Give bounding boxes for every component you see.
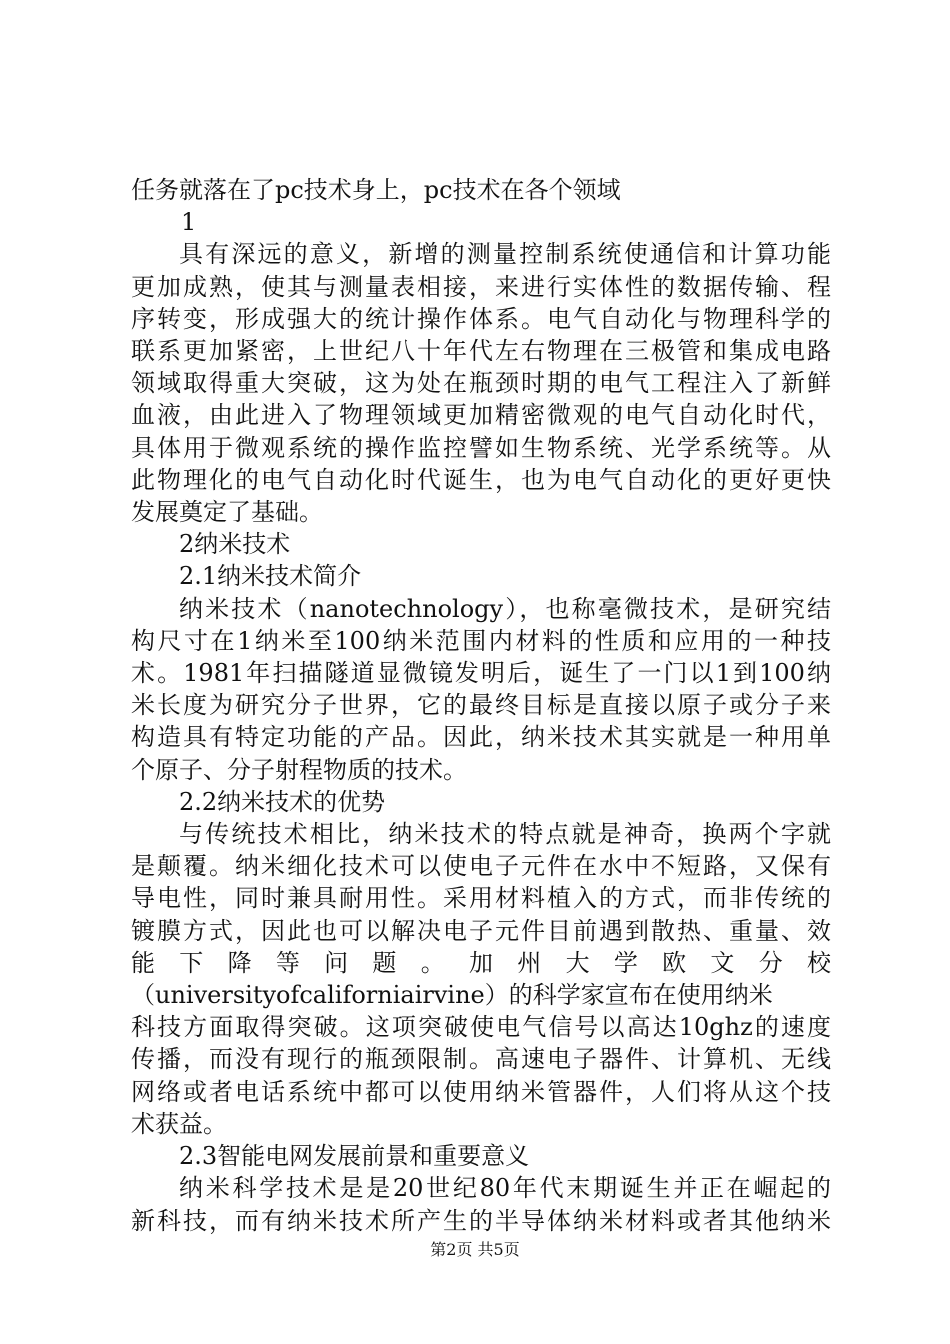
page-footer bbox=[0, 1240, 950, 1260]
text-line: 血液，由此进入了物理领域更加精密微观的电气自动化时代， bbox=[131, 401, 831, 430]
subsection-heading: 2.3智能电网发展前景和重要意义 bbox=[179, 1142, 530, 1171]
text-line: 发展奠定了基础。 bbox=[131, 498, 323, 527]
text-line: 纳米科学技术是是20世纪80年代末期诞生并正在崛起的 bbox=[179, 1174, 831, 1203]
text-line: 具体用于微观系统的操作监控譬如生物系统、光学系统等。从 bbox=[131, 433, 831, 462]
text-line: 此物理化的电气自动化时代诞生，也为电气自动化的更好更快 bbox=[131, 465, 831, 494]
text-line: 序转变，形成强大的统计操作体系。电气自动化与物理科学的 bbox=[131, 304, 831, 333]
text-line: 米长度为研究分子世界，它的最终目标是直接以原子或分子来 bbox=[131, 691, 831, 720]
text-line: 传播，而没有现行的瓶颈限制。高速电子器件、计算机、无线 bbox=[131, 1045, 831, 1074]
page-number-marker: 1 bbox=[181, 208, 197, 237]
text-line: 与传统技术相比，纳米技术的特点就是神奇，换两个字就 bbox=[179, 820, 831, 849]
text-line: 新科技，而有纳米技术所产生的半导体纳米材料或者其他纳米 bbox=[131, 1206, 831, 1235]
text-line: 任务就落在了pc技术身上，pc技术在各个领域 bbox=[131, 176, 621, 204]
text-line: 术。1981年扫描隧道显微镜发明后，诞生了一门以1到100纳 bbox=[131, 659, 831, 688]
text-line: 科技方面取得突破。这项突破使电气信号以高达10ghz的速度 bbox=[131, 1013, 831, 1042]
text-line: 是颠覆。纳米细化技术可以使电子元件在水中不短路，又保有 bbox=[131, 852, 831, 881]
text-line: 领域取得重大突破，这为处在瓶颈时期的电气工程注入了新鲜 bbox=[131, 369, 831, 398]
text-line: 构造具有特定功能的产品。因此，纳米技术其实就是一种用单 bbox=[131, 723, 831, 752]
text-line: 构尺寸在1纳米至100纳米范围内材料的性质和应用的一种技 bbox=[131, 626, 831, 655]
text-line: 纳米技术（nanotechnology），也称毫微技术，是研究结 bbox=[179, 594, 831, 623]
text-line: 具有深远的意义，新增的测量控制系统使通信和计算功能 bbox=[179, 240, 831, 269]
text-line: （universityofcaliforniairvine）的科学家宣布在使用纳米 bbox=[131, 981, 773, 1010]
section-heading: 2纳米技术 bbox=[179, 530, 291, 559]
text-line: 术获益。 bbox=[131, 1109, 227, 1138]
text-line: 导电性，同时兼具耐用性。采用材料植入的方式，而非传统的 bbox=[131, 884, 831, 913]
page-indicator: 第2页 共5页 bbox=[430, 1240, 520, 1259]
document-body bbox=[131, 174, 831, 1237]
text-line: 个原子、分子射程物质的技术。 bbox=[131, 755, 467, 784]
text-line: 联系更加紧密，上世纪八十年代左右物理在三极管和集成电路 bbox=[131, 337, 831, 366]
text-line: 镀膜方式，因此也可以解决电子元件目前遇到散热、重量、效 bbox=[131, 916, 831, 945]
text-line: 能 下 降 等 问 题 。 加 州 大 学 欧 文 分 校 bbox=[131, 948, 831, 977]
text-line: 更加成熟，使其与测量表相接，来进行实体性的数据传输、程 bbox=[131, 272, 831, 301]
text-line: 网络或者电话系统中都可以使用纳米管器件，人们将从这个技 bbox=[131, 1077, 831, 1106]
subsection-heading: 2.1纳米技术简介 bbox=[179, 562, 362, 591]
subsection-heading: 2.2纳米技术的优势 bbox=[179, 787, 386, 816]
